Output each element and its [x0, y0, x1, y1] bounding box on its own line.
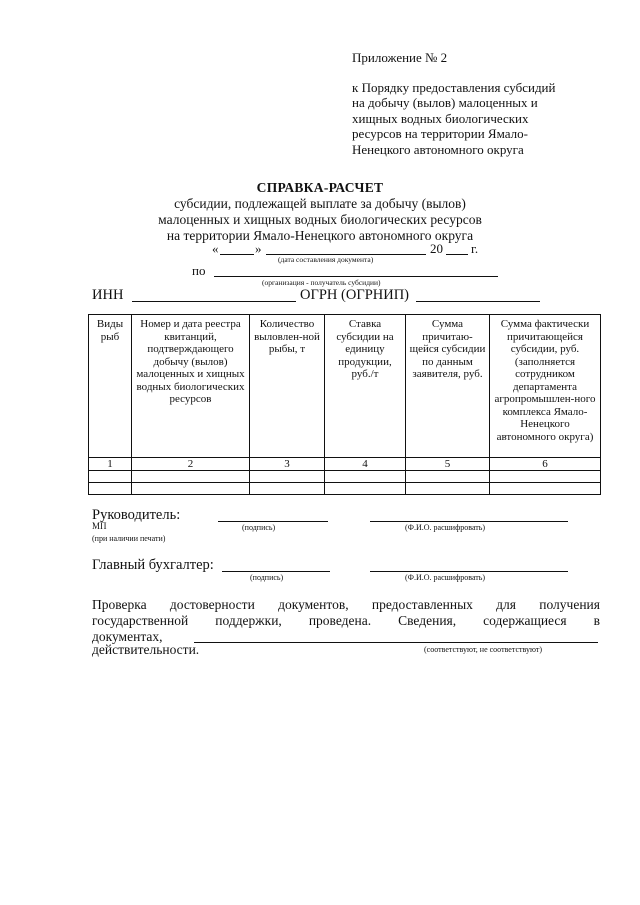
- column-number: 2: [132, 458, 250, 471]
- appendix-line: хищных водных биологических: [352, 110, 529, 126]
- appendix-title: Приложение № 2: [352, 50, 448, 65]
- mp-label: МП: [92, 521, 107, 531]
- column-header: Номер и дата реестра квитанций, подтверждающего добычу (вылов) малоценных и хищных водных биологических ресурсов: [132, 315, 250, 458]
- inn-field[interactable]: [132, 301, 296, 302]
- verification-line: действительности.: [92, 642, 200, 657]
- head-label: Руководитель:: [92, 507, 181, 523]
- table-cell[interactable]: [406, 483, 490, 495]
- org-field[interactable]: [214, 276, 498, 277]
- document-title: СПРАВКА-РАСЧЕТ: [256, 180, 384, 195]
- column-header: Количество выловлен-ной рыбы, т: [250, 315, 325, 458]
- column-header: Сумма причитаю-щейся субсидии по данным заявителя, руб.: [406, 315, 490, 458]
- table-header-row: [89, 315, 601, 458]
- appendix-line: ресурсов на территории Ямало-: [352, 126, 528, 141]
- subtitle-line: малоценных и хищных водных биологических ресурсов: [158, 212, 482, 227]
- verification-caption: (соответствуют, не соответствуют): [424, 645, 543, 654]
- appendix-block: [352, 50, 555, 157]
- column-number: 5: [406, 458, 490, 471]
- date-caption: (дата составления документа): [278, 255, 374, 264]
- appendix-line: на добычу (вылов) малоценных и: [352, 95, 538, 110]
- column-header: Виды рыб: [89, 315, 132, 458]
- verification-line: Проверка достоверности документов, предоставленных для получения: [92, 597, 600, 612]
- column-number: 6: [490, 458, 601, 471]
- ogrn-field[interactable]: [416, 301, 540, 302]
- subtitle-line: на территории Ямало-Ненецкого автономного округа: [166, 228, 474, 243]
- appendix-line: Ненецкого автономного округа: [352, 141, 524, 157]
- accountant-name-caption: (Ф.И.О. расшифровать): [405, 573, 486, 582]
- table-cell[interactable]: [490, 471, 601, 483]
- verification-line: государственной поддержки, проведена. Сведения, содержащиеся в: [92, 613, 600, 628]
- accountant-name-field[interactable]: [370, 571, 568, 572]
- head-name-field[interactable]: [370, 521, 568, 522]
- ogrn-label: ОГРН (ОГРНИП): [300, 287, 410, 303]
- table-cell[interactable]: [490, 483, 601, 495]
- table-row: [89, 483, 601, 495]
- table-cell[interactable]: [89, 483, 132, 495]
- accountant-label: Главный бухгалтер:: [92, 557, 214, 573]
- column-number: 1: [89, 458, 132, 471]
- date-day-field[interactable]: [220, 254, 254, 255]
- org-caption: (организация - получатель субсидии): [262, 278, 381, 287]
- org-label: по: [192, 263, 206, 278]
- table-cell[interactable]: [406, 471, 490, 483]
- stamp-caption: (при наличии печати): [92, 534, 166, 543]
- table-cell[interactable]: [250, 471, 325, 483]
- accountant-signature-caption: (подпись): [250, 573, 284, 582]
- table-number-row: [89, 458, 601, 471]
- date-open-quote: «: [212, 241, 219, 256]
- date-year-suffix: г.: [471, 241, 479, 256]
- table-cell[interactable]: [250, 483, 325, 495]
- subsidy-table: [88, 314, 601, 495]
- table-cell[interactable]: [325, 483, 406, 495]
- date-close-quote: »: [255, 241, 262, 256]
- column-number: 4: [325, 458, 406, 471]
- subtitle-line: субсидии, подлежащей выплате за добычу (вылов): [174, 196, 466, 211]
- verification-field[interactable]: [194, 642, 598, 643]
- appendix-line: к Порядку предоставления субсидий: [352, 79, 556, 95]
- table-cell[interactable]: [132, 483, 250, 495]
- document-subtitle: [0, 196, 640, 244]
- table-cell[interactable]: [132, 471, 250, 483]
- table-row: [89, 471, 601, 483]
- accountant-signature-field[interactable]: [222, 571, 330, 572]
- verification-paragraph: [92, 597, 600, 629]
- head-name-caption: (Ф.И.О. расшифровать): [405, 523, 486, 532]
- column-header: Сумма фактически причитающейся субсидии, руб. (заполняется сотрудником департамента агропромышлен-ного комплекса Ямало-Ненецкого автономного округа): [490, 315, 601, 458]
- table-cell[interactable]: [325, 471, 406, 483]
- table-cell[interactable]: [89, 471, 132, 483]
- verification-line: документах,: [92, 629, 163, 644]
- column-number: 3: [250, 458, 325, 471]
- column-header: Ставка субсидии на единицу продукции, руб./т: [325, 315, 406, 458]
- head-signature-field[interactable]: [218, 521, 328, 522]
- inn-label: ИНН: [92, 287, 124, 303]
- date-year-prefix: 20: [430, 241, 443, 256]
- date-year-field[interactable]: [446, 254, 468, 255]
- head-signature-caption: (подпись): [242, 523, 276, 532]
